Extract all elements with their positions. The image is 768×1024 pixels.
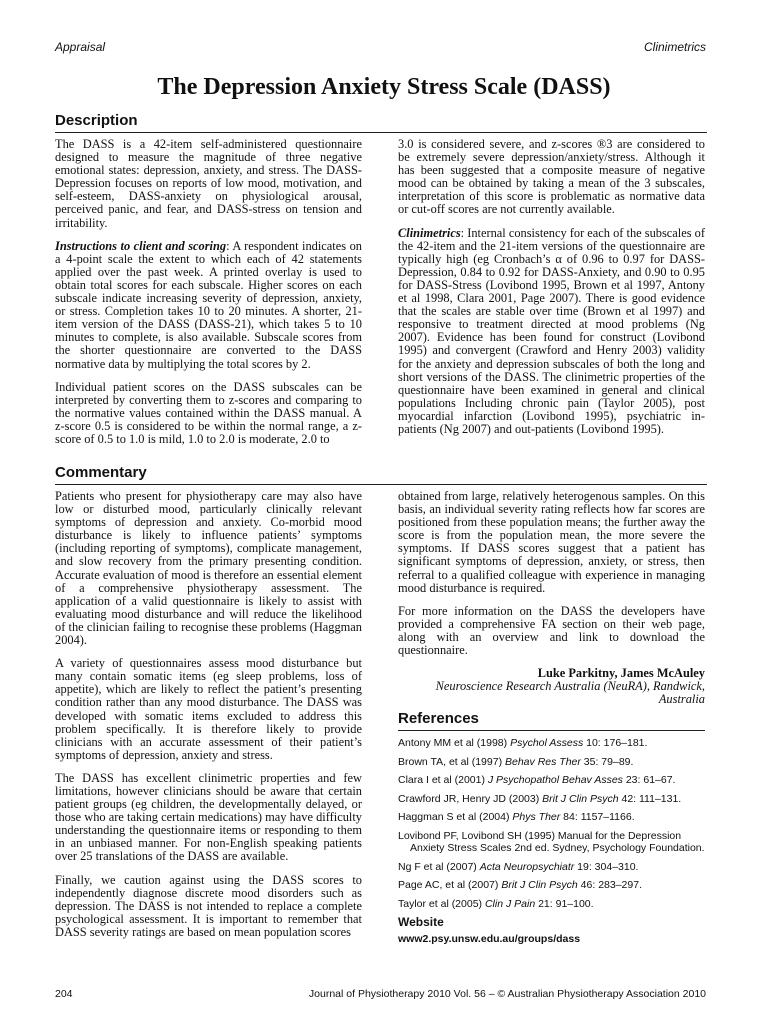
reference-list: [398, 737, 705, 945]
reference-item: Brown TA, et al (1997) Behav Res Ther 35: 79–89.: [398, 755, 634, 768]
author-affiliation: Neuroscience Research Australia (NeuRA), Randwick, Australia: [435, 679, 705, 707]
commentary-paragraph: obtained from large, relatively heterogenous samples. On this basis, an individual severity rating reflects how far scores are positioned from these population means; the further away the score is from the population mean, the more severe the symptoms. If DASS scores suggest that a patient has significant symptoms of depression, anxiety, or stress, then referral to a qualified colleague with experience in managing mood disturbance is required.: [398, 489, 705, 595]
commentary-heading: Commentary: [55, 464, 147, 481]
instructions-lead: Instructions to client and scoring: [55, 238, 227, 253]
reference-item: Lovibond PF, Lovibond SH (1995) Manual for the Depression Anxiety Stress Scales 2nd ed. Sydney, Psychology Foundation.: [398, 829, 705, 854]
description-paragraph: The DASS is a 42-item self-administered questionnaire designed to measure the magnitude of three negative emotional states: depression, anxiety, and stress. The DASS-Depression focuses on reports of low mood, motivation, and self-esteem, DASS-anxiety on physiological arousal, perceived panic, and fear, and DASS-stress on tension and irritability.: [55, 137, 362, 230]
running-header-section: Appraisal: [55, 40, 106, 54]
instructions-paragraph: [55, 240, 362, 371]
description-rule: [55, 132, 707, 133]
reference-item: Ng F et al (2007) Acta Neuropsychiatr 19: 304–310.: [398, 860, 639, 873]
reference-item: Crawford JR, Henry JD (2003) Brit J Clin Psych 42: 111–131.: [398, 792, 682, 805]
commentary-left-column: [55, 490, 362, 949]
journal-citation: Journal of Physiotherapy 2010 Vol. 56 – © Australian Physiotherapy Association 2010: [308, 988, 706, 1000]
severity-paragraph: 3.0 is considered severe, and z-scores ®3 are considered to be extremely severe depression/anxiety/stress. Although it has been suggested that a composite measure of negative mood can be obtained by taking a mean of the 3 subscales, interpretation of this score is problematic as normative data or cut-off scores are not currently available.: [398, 137, 705, 217]
description-right-column: [398, 138, 705, 446]
clinimetrics-lead: Clinimetrics: [398, 225, 461, 240]
references-rule: [398, 730, 705, 731]
commentary-paragraph: For more information on the DASS the developers have provided a comprehensive FA section on their web page, along with an overview and link to download the questionnaire.: [398, 603, 705, 658]
article-title: The Depression Anxiety Stress Scale (DASS): [157, 74, 611, 100]
reference-item: Clara I et al (2001) J Psychopathol Behav Asses 23: 61–67.: [398, 774, 676, 786]
instructions-text: : A respondent indicates on a 4-point scale the extent to which each of 42 statements applied over the past week. A printed overlay is used to obtain total scores for each subscale. Higher scores on each subscale indicate increasing severity of depression, anxiety, or stress. Completion takes 10 to 20 minutes. A shorter, 21-item version of the DASS (DASS-21), which takes 5 to 10 minutes to complete, is also available. Subscale scores from the shorter questionnaire are converted to the DASS normative data by multiplying the total scores by 2.: [55, 238, 362, 371]
reference-item: Taylor et al (2005) Clin J Pain 21: 91–100.: [398, 897, 594, 910]
page-number: 204: [55, 988, 73, 1000]
running-header-category: Clinimetrics: [643, 40, 706, 54]
website-link[interactable]: www2.psy.unsw.edu.au/groups/dass: [398, 932, 581, 945]
clinimetrics-paragraph: [398, 227, 705, 437]
interpretation-paragraph: Individual patient scores on the DASS subscales can be interpreted by converting them to z-scores and comparing to the normative values contained within the DASS manual. A z-score 0.5 is considered to be within the normal range, a z-score of 0.5 to 1.0 is mild, 1.0 to 2.0 is moderate, 2.0 to: [55, 379, 362, 446]
references-heading: References: [398, 710, 479, 727]
website-heading: Website: [398, 915, 444, 929]
reference-item: Antony MM et al (1998) Psychol Assess 10: 176–181.: [398, 737, 648, 749]
commentary-rule: [55, 484, 707, 485]
reference-item: Haggman S et al (2004) Phys Ther 84: 1157–1166.: [398, 811, 635, 823]
commentary-paragraph: Patients who present for physiotherapy care may also have low or disturbed mood, particularly clinically relevant symptoms of depression and anxiety. Co-morbid mood disturbance is likely to influence patients’ symptoms (including reporting of symptoms), complicate management, and slow recovery from the primary presenting condition. Accurate evaluation of mood is therefore an essential element of a comprehensive physiotherapy assessment. The application of a valid questionnaire is likely to assist with evaluating mood disturbance and will reduce the likelihood of the clinician failing to recognise these problems (Haggman 2004).: [55, 489, 362, 648]
commentary-paragraph: The DASS has excellent clinimetric properties and few limitations, however clinicians should be aware that certain patient groups (eg children, the developmentally delayed, or those who are taking certain medications) may have difficulty understanding the questionnaire items or responding to them in an unbiased manner. For non-English speaking patients over 25 translations of the DASS are available.: [55, 770, 362, 864]
description-heading: Description: [55, 112, 138, 129]
commentary-right-column: [398, 490, 705, 706]
commentary-paragraph: Finally, we caution against using the DASS scores to independently diagnose discrete mood disorders such as depression. The DASS is not intended to replace a complete psychological assessment. It is important to remember that DASS severity ratings are based on mean population scores: [55, 872, 362, 939]
commentary-paragraph: A variety of questionnaires assess mood disturbance but many contain somatic items (eg sleep problems, loss of appetite), which are likely to reflect the patient’s presenting condition rather than any mood disturbance. The DASS was developed with somatic items excluded to address this problem specifically. It is therefore likely to provide clinicians with an accurate assessment of their patient’s symptoms of depression, anxiety and stress.: [55, 656, 362, 762]
description-left-column: [55, 138, 362, 456]
clinimetrics-text: : Internal consistency for each of the subscales of the 42-item and the 21-item versions of the questionnaire are typically high (eg Cronbach’s α of 0.96 to 0.97 for DASS-Depression, 0.84 to 0.92 for DASS-Anxiety, and 0.90 to 0.95 for DASS-Stress (Lovibond 1995, Brown et al 1997, Antony et al 1998, Clara 2001, Page 2007). There is good evidence that the scales are stable over time (Brown et al 1997) and responsive to treatment directed at mood problems (Ng 2007). Evidence has been found for construct (Lovibond 1995) and convergent (Crawford and Henry 2003) validity for the anxiety and depression subscales of both the long and short versions of the DASS. The clinimetric properties of the questionnaire have been examined in general and clinical populations Including chronic pain (Taylor 2005), post myocardial infarction (Lovibond 1995), psychiatric in-patients (Ng 2007) and out-patients (Lovibond 1995).: [398, 225, 705, 436]
reference-item: Page AC, et al (2007) Brit J Clin Psych 46: 283–297.: [398, 879, 642, 891]
author-names: Luke Parkitny, James McAuley: [537, 666, 705, 681]
